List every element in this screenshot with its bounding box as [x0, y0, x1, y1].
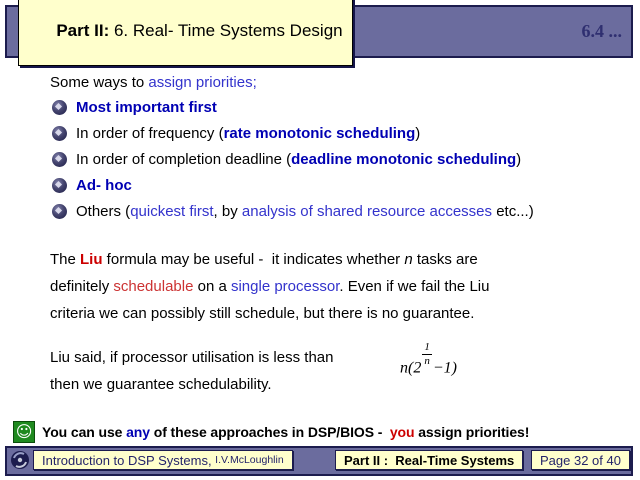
bullet-item-deadline — [52, 146, 534, 172]
callout-you-keyword: you — [389, 424, 415, 440]
intro-highlight: assign priorities; — [148, 74, 257, 91]
globe-logo-icon — [10, 450, 30, 470]
bullet-text-highlight: deadline monotonic scheduling — [291, 150, 517, 168]
bullet-text: In order of completion deadline ( — [76, 150, 292, 168]
smiley-icon: ☺ — [13, 421, 35, 443]
sphere-bullet-icon — [52, 152, 67, 167]
footer-part-label: Part II : Real-Time Systems — [344, 452, 515, 468]
bullet-item-others — [52, 198, 534, 224]
bullet-text: In order of frequency ( — [76, 124, 224, 142]
liu-paragraph-line3 — [50, 300, 610, 327]
liu-paragraph-line1 — [50, 246, 610, 273]
sphere-bullet-icon — [52, 100, 67, 115]
paragraph-text: definitely — [50, 278, 114, 295]
bullet-text: ) — [516, 150, 522, 168]
header-band — [5, 5, 633, 58]
formula-n: n — [400, 359, 408, 377]
footer-course-box — [33, 450, 293, 470]
footer-course-title: Introduction to DSP Systems, — [42, 452, 216, 468]
bullet-item-most-important — [52, 94, 534, 120]
formula-minus-one: −1 — [432, 359, 452, 377]
section-number: 6.4 ... — [581, 21, 622, 41]
slide-title-part: Part II: — [56, 21, 110, 40]
formula-base: 2 — [413, 359, 422, 377]
bullet-item-adhoc — [52, 172, 534, 198]
callout-text: assign priorities! — [414, 424, 530, 440]
single-processor-keyword: single processor — [230, 278, 340, 295]
liu-paragraph — [50, 246, 610, 327]
bullet-text: Most important first — [76, 98, 217, 116]
formula-exponent-fraction — [422, 341, 432, 367]
footer-page-label: Page 32 of 40 — [540, 452, 621, 468]
formula-close-paren: ) — [451, 359, 457, 377]
bullet-text-highlight: quickest first — [130, 202, 214, 220]
paragraph-text: . Even if we fail the Liu — [339, 278, 490, 295]
footer-page-box — [531, 450, 630, 470]
bullet-text: Others ( — [76, 202, 131, 220]
liu-said-paragraph — [50, 344, 333, 398]
paragraph-text: on a — [193, 278, 231, 295]
bullet-text: etc...) — [492, 202, 534, 220]
intro-line — [50, 74, 257, 91]
formula-open-paren: ( — [408, 359, 414, 377]
callout-text: You can use — [42, 424, 127, 440]
footer-band — [5, 446, 633, 476]
bullet-text: ) — [415, 124, 421, 142]
footer-author: I.V.McLoughlin — [215, 454, 284, 466]
liu-paragraph-line2 — [50, 273, 610, 300]
intro-text: Some ways to — [50, 74, 149, 91]
callout-line — [13, 421, 529, 443]
liu-said-line2: then we guarantee schedulability. — [50, 376, 272, 393]
bullet-text: Ad- hoc — [76, 176, 132, 194]
callout-any-keyword: any — [126, 424, 150, 440]
liu-said-line1: Liu said, if processor utilisation is less than — [50, 349, 334, 366]
slide-title-box — [18, 0, 353, 66]
sphere-bullet-icon — [52, 126, 67, 141]
callout-text: of these approaches in DSP/BIOS - — [149, 424, 390, 440]
paragraph-text: The — [50, 251, 81, 268]
liu-keyword: Liu — [80, 251, 103, 268]
bullet-text: , by — [213, 202, 242, 220]
formula-exp-denominator: n — [424, 354, 430, 367]
slide-title-rest: 6. Real- Time Systems Design — [109, 21, 343, 40]
paragraph-text: tasks are — [412, 251, 478, 268]
schedulable-keyword: schedulable — [113, 278, 194, 295]
sphere-bullet-icon — [52, 178, 67, 193]
paragraph-text: criteria we can possibly still schedule, but there is no guarantee. — [50, 305, 475, 322]
sphere-bullet-icon — [52, 204, 67, 219]
footer-part-box — [335, 450, 523, 470]
liu-formula — [400, 341, 457, 378]
formula-exp-numerator: 1 — [424, 341, 430, 353]
bullet-text-highlight: analysis of shared resource accesses — [241, 202, 493, 220]
bullet-item-frequency — [52, 120, 534, 146]
paragraph-text: formula may be useful - it indicates whether — [102, 251, 405, 268]
priority-bullet-list — [52, 94, 534, 224]
bullet-text-highlight: rate monotonic scheduling — [223, 124, 416, 142]
math-variable-n: n — [404, 251, 413, 268]
